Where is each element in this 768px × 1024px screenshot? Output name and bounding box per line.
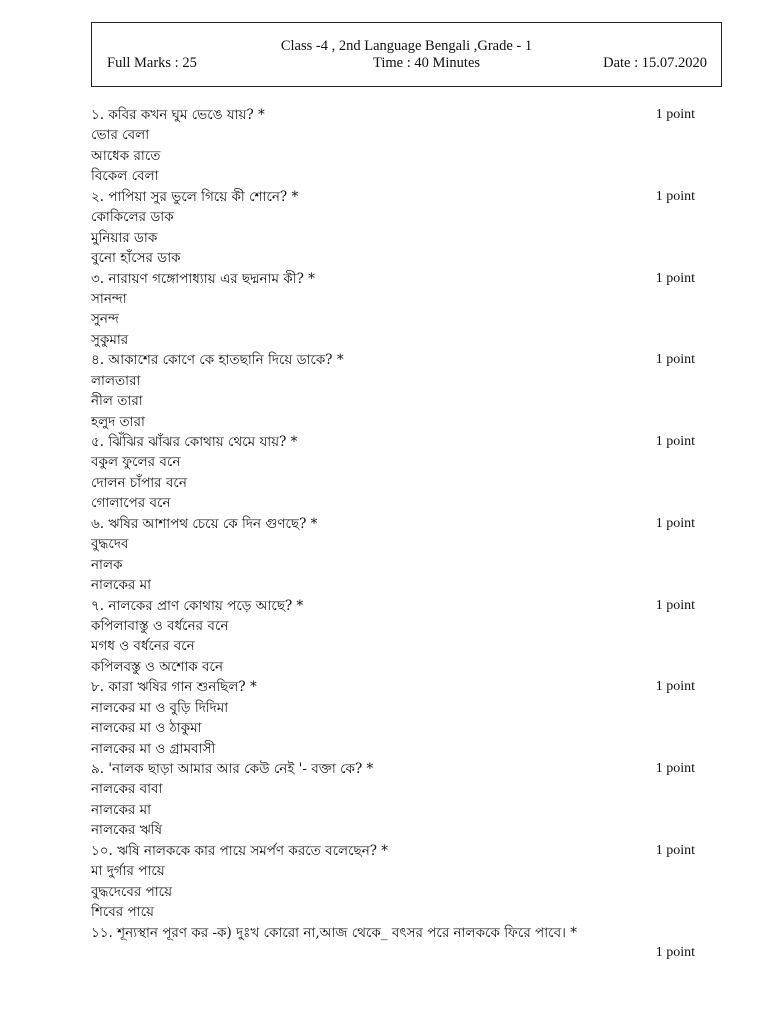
question-points: 1 point <box>655 188 695 204</box>
question-text: ৩. নারায়ণ গঙ্গোপাধ্যায় এর ছদ্মনাম কী? * <box>91 270 315 287</box>
question-points: 1 point <box>655 352 695 368</box>
answer-option[interactable]: নালকের মা ও ঠাকুমা <box>91 720 202 737</box>
question-points: 1 point <box>655 597 695 613</box>
question-points: 1 point <box>655 761 695 776</box>
question-11 <box>91 923 695 943</box>
full-marks: Full Marks : 25 <box>107 55 197 71</box>
answer-option[interactable]: বিকেল বেলা <box>91 168 159 185</box>
answer-option[interactable]: নালকের মা ও গ্রামবাসী <box>91 740 216 757</box>
answer-option[interactable]: নালকের মা <box>91 577 152 594</box>
answer-option[interactable]: ভোর বেলা <box>91 127 150 144</box>
question-9 <box>91 759 695 779</box>
answer-option[interactable]: শিবের পায়ে <box>91 904 154 921</box>
exam-date: Date : 15.07.2020 <box>603 55 707 71</box>
answer-option[interactable]: গোলাপের বনে <box>91 495 171 512</box>
answer-option[interactable]: কোকিলের ডাক <box>91 209 174 226</box>
answer-option[interactable]: নালকের মা ও বুড়ি দিদিমা <box>91 699 229 716</box>
answer-option[interactable]: নালকের বাবা <box>91 781 163 798</box>
question-points: 1 point <box>655 107 695 122</box>
answer-option[interactable]: হলুদ তারা <box>91 413 145 430</box>
question-text: ১০. ঋষি নালককে কার পায়ে সমর্পণ করতে বলেছেন? * <box>91 842 389 859</box>
question-text: ৬. ঋষির আশাপথ চেয়ে কে দিন গুণছে? * <box>91 515 318 532</box>
answer-option[interactable]: বুদ্ধদেব <box>91 536 129 553</box>
answer-option[interactable]: কপিলাবাস্তু ও বর্ধনের বনে <box>91 617 229 634</box>
answer-option[interactable]: বকুল ফুলের বনে <box>91 454 181 471</box>
question-text: ১. কবির কখন ঘুম ভেঙে যায়? * <box>91 107 265 123</box>
question-points: 1 point <box>655 270 695 286</box>
exam-header-box <box>91 22 722 87</box>
answer-option[interactable]: মা দুর্গার পায়ে <box>91 863 165 880</box>
exam-title: Class -4 , 2nd Language Bengali ,Grade - 1 <box>280 38 533 54</box>
question-3 <box>91 269 695 289</box>
answer-option[interactable]: নীল তারা <box>91 393 143 410</box>
answer-option[interactable]: মগধ ও বর্ধনের বনে <box>91 638 195 655</box>
answer-option[interactable]: সুনন্দ <box>91 311 119 328</box>
answer-option[interactable]: নালকের মা <box>91 801 152 818</box>
question-points: 1 point <box>655 679 695 695</box>
question-text: ৮. কারা ঋষির গান শুনছিল? * <box>91 679 257 696</box>
question-list <box>91 105 695 963</box>
answer-option[interactable]: লালতারা <box>91 372 141 389</box>
answer-option[interactable]: নালকের ঋষি <box>91 822 163 839</box>
question-text: ৫. ঝিঁঝির ঝাঁঝর কোথায় থেমে যায়? * <box>91 434 298 450</box>
question-text: ১১. শূন্যস্থান পূরণ কর -ক) দুঃখ কোরো না,আজ থেকে_ বৎসর পরে নালককে ফিরে পাবে। * <box>91 924 577 941</box>
question-points: 1 point <box>655 515 695 531</box>
answer-option[interactable]: মুনিয়ার ডাক <box>91 229 158 246</box>
question-text: ৪. আকাশের কোণে কে হাতছানি দিয়ে ডাকে? * <box>91 352 344 369</box>
question-points: 1 point <box>655 842 695 858</box>
question-points: 1 point <box>655 944 695 960</box>
answer-option[interactable]: সুকুমার <box>91 331 129 348</box>
question-text: ৭. নালকের প্রাণ কোথায় পড়ে আছে? * <box>91 597 304 614</box>
answer-option[interactable]: কপিলবস্তু ও অশোক বনে <box>91 658 224 675</box>
question-10 <box>91 841 695 861</box>
question-text: ২. পাপিয়া সুর ভুলে গিয়ে কী শোনে? * <box>91 188 299 205</box>
question-2 <box>91 187 695 207</box>
answer-option[interactable]: সানন্দা <box>91 290 127 307</box>
question-text: ৯. 'নালক ছাড়া আমার আর কেউ নেই '- বক্তা কে? * <box>91 761 374 777</box>
question-1 <box>91 105 695 125</box>
question-7 <box>91 596 695 616</box>
question-5 <box>91 432 695 452</box>
question-4 <box>91 350 695 370</box>
question-8 <box>91 677 695 697</box>
exam-time: Time : 40 Minutes <box>373 55 481 71</box>
answer-option[interactable]: আধেক রাতে <box>91 147 161 164</box>
question-points: 1 point <box>655 434 695 449</box>
answer-option[interactable]: নালক <box>91 556 123 573</box>
answer-option[interactable]: বুদ্ধদেবের পায়ে <box>91 883 173 900</box>
question-6 <box>91 514 695 534</box>
answer-option[interactable]: বুনো হাঁসের ডাক <box>91 250 181 267</box>
answer-option[interactable]: দোলন চাঁপার বনে <box>91 474 187 491</box>
